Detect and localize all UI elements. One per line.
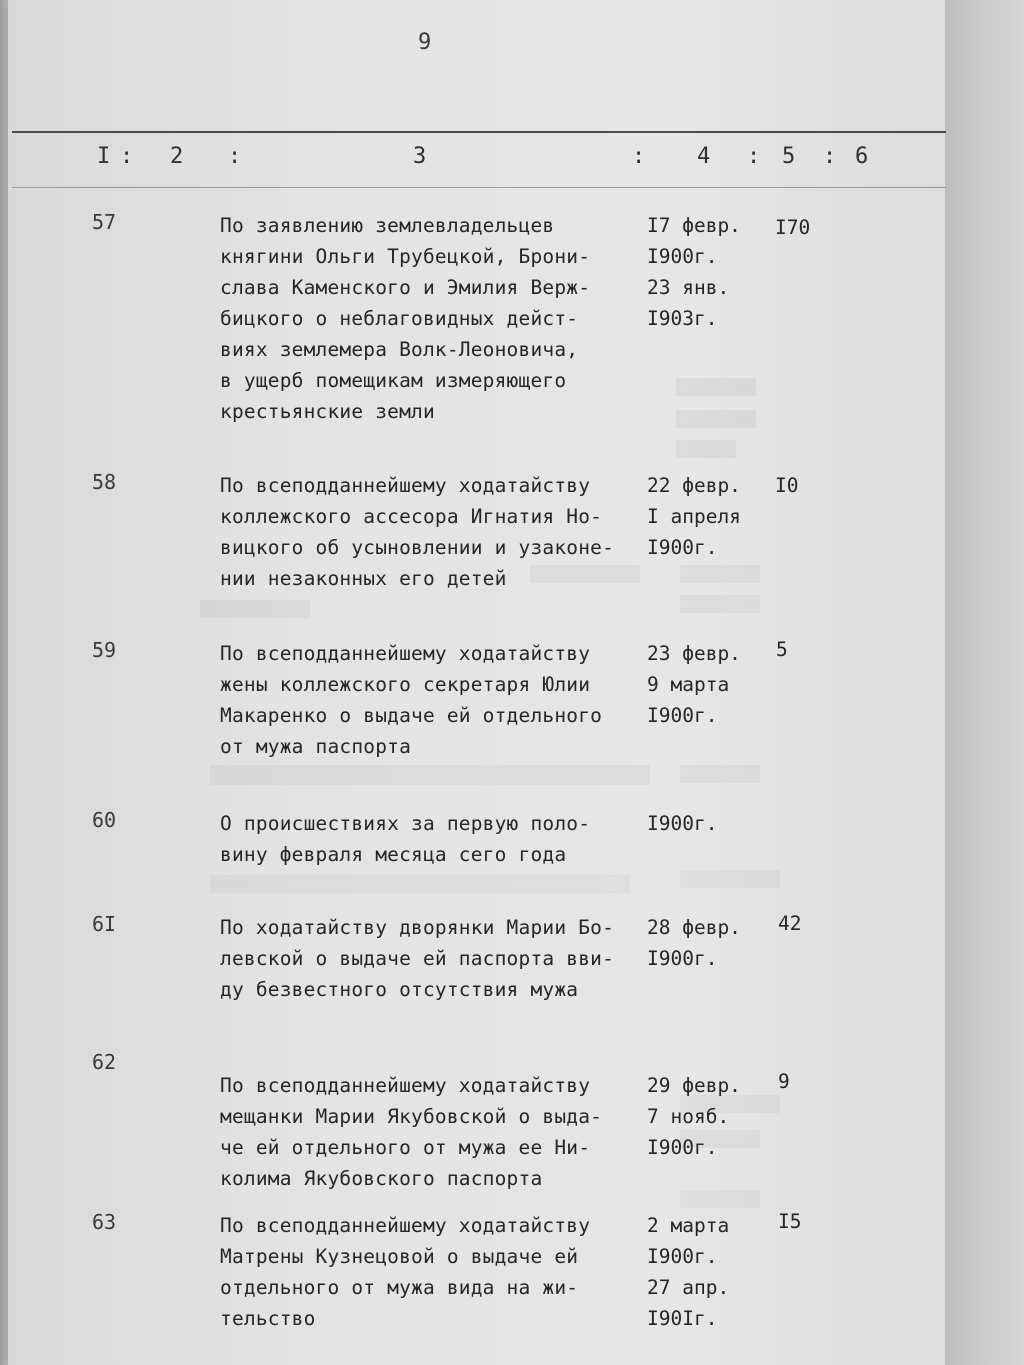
entry-sheet-count: 9 <box>778 1070 790 1093</box>
entry-number: 62 <box>92 1050 117 1074</box>
date-line: I900г. <box>647 812 718 835</box>
date-line: 27 апр. <box>647 1276 730 1299</box>
column-separator: : <box>228 144 242 169</box>
column-separator: : <box>823 144 837 169</box>
date-line: 2 марта <box>647 1214 730 1237</box>
header-top-rule <box>12 131 946 133</box>
entry-description <box>220 470 650 594</box>
entry-description <box>220 1070 650 1194</box>
date-line: I900г. <box>647 1136 718 1159</box>
entry-dates <box>647 1070 767 1163</box>
date-line: 28 февр. <box>647 916 741 939</box>
entry-sheet-count: 5 <box>776 638 788 661</box>
date-line: 22 февр. <box>647 474 741 497</box>
entry-description <box>220 210 650 427</box>
description-line: виях землемера Волк-Леоновича, <box>220 338 579 361</box>
description-line: бицкого о неблаговидных дейст- <box>220 307 579 330</box>
entry-sheet-count: I0 <box>775 474 799 497</box>
entry-description <box>220 1210 650 1334</box>
description-line: жены коллежского секретаря Юлии <box>220 673 591 696</box>
description-line: ду безвестного отсутствия мужа <box>220 978 579 1001</box>
column-header-1: I <box>97 144 111 169</box>
description-line: от мужа паспорта <box>220 735 412 758</box>
description-line: че ей отдельного от мужа ее Ни- <box>220 1136 591 1159</box>
underlying-page-edge <box>945 0 1024 1365</box>
date-line: I апреля <box>647 505 741 528</box>
entry-number: 6I <box>92 912 117 936</box>
entry-number: 60 <box>92 808 117 832</box>
column-separator: : <box>632 144 646 169</box>
column-header-2: 2 <box>170 144 184 169</box>
description-line: нии незаконных его детей <box>220 567 507 590</box>
date-line: 7 нояб. <box>647 1105 730 1128</box>
date-line: 23 янв. <box>647 276 730 299</box>
entry-dates <box>647 470 767 563</box>
entry-dates <box>647 912 767 974</box>
description-line: вину февраля месяца сего года <box>220 843 567 866</box>
description-line: мещанки Марии Якубовской о выда- <box>220 1105 603 1128</box>
column-header-3: 3 <box>413 144 427 169</box>
date-line: I900г. <box>647 704 718 727</box>
description-line: По всеподданнейшему ходатайству <box>220 642 591 665</box>
description-line: По всеподданнейшему ходатайству <box>220 1214 591 1237</box>
description-line: в ущерб помещикам измеряющего <box>220 369 567 392</box>
date-line: I903г. <box>647 307 718 330</box>
description-line: вицкого об усыновлении и узаконе- <box>220 536 615 559</box>
description-line: О происшествиях за первую поло- <box>220 812 591 835</box>
description-line: слава Каменского и Эмилия Верж- <box>220 276 591 299</box>
date-line: I900г. <box>647 536 718 559</box>
entry-number: 57 <box>92 210 117 234</box>
description-line: По всеподданнейшему ходатайству <box>220 1074 591 1097</box>
column-separator: : <box>747 144 761 169</box>
entry-description <box>220 912 650 1005</box>
entry-number: 59 <box>92 638 117 662</box>
entry-description <box>220 638 650 762</box>
date-line: I7 февр. <box>647 214 741 237</box>
column-separator: : <box>120 144 134 169</box>
description-line: отдельного от мужа вида на жи- <box>220 1276 579 1299</box>
description-line: тельство <box>220 1307 316 1330</box>
description-line: колима Якубовского паспорта <box>220 1167 543 1190</box>
entry-sheet-count: I70 <box>775 216 811 239</box>
date-line: 23 февр. <box>647 642 741 665</box>
description-line: коллежского ассесора Игнатия Но- <box>220 505 603 528</box>
entry-number: 58 <box>92 470 117 494</box>
date-line: I90Iг. <box>647 1307 718 1330</box>
entry-sheet-count: 42 <box>778 912 802 935</box>
entry-description <box>220 808 650 870</box>
description-line: крестьянские земли <box>220 400 435 423</box>
date-line: 9 марта <box>647 673 730 696</box>
column-header-5: 5 <box>782 144 796 169</box>
description-line: По ходатайству дворянки Марии Бо- <box>220 916 615 939</box>
entry-dates <box>647 210 767 334</box>
entry-dates <box>647 1210 767 1334</box>
description-line: Матрены Кузнецовой о выдаче ей <box>220 1245 579 1268</box>
entry-dates <box>647 638 767 731</box>
date-line: I900г. <box>647 1245 718 1268</box>
description-line: княгини Ольги Трубецкой, Брони- <box>220 245 591 268</box>
description-line: По заявлению землевладельцев <box>220 214 555 237</box>
date-line: 29 февр. <box>647 1074 741 1097</box>
page-number: 9 <box>418 30 432 55</box>
entry-number: 63 <box>92 1210 117 1234</box>
date-line: I900г. <box>647 947 718 970</box>
description-line: По всеподданнейшему ходатайству <box>220 474 591 497</box>
description-line: Макаренко о выдаче ей отдельного <box>220 704 603 727</box>
column-header-6: 6 <box>855 144 869 169</box>
description-line: левской о выдаче ей паспорта вви- <box>220 947 615 970</box>
entry-dates <box>647 808 767 839</box>
column-header-4: 4 <box>697 144 711 169</box>
date-line: I900г. <box>647 245 718 268</box>
header-bottom-rule <box>12 187 946 188</box>
entry-sheet-count: I5 <box>778 1210 802 1233</box>
